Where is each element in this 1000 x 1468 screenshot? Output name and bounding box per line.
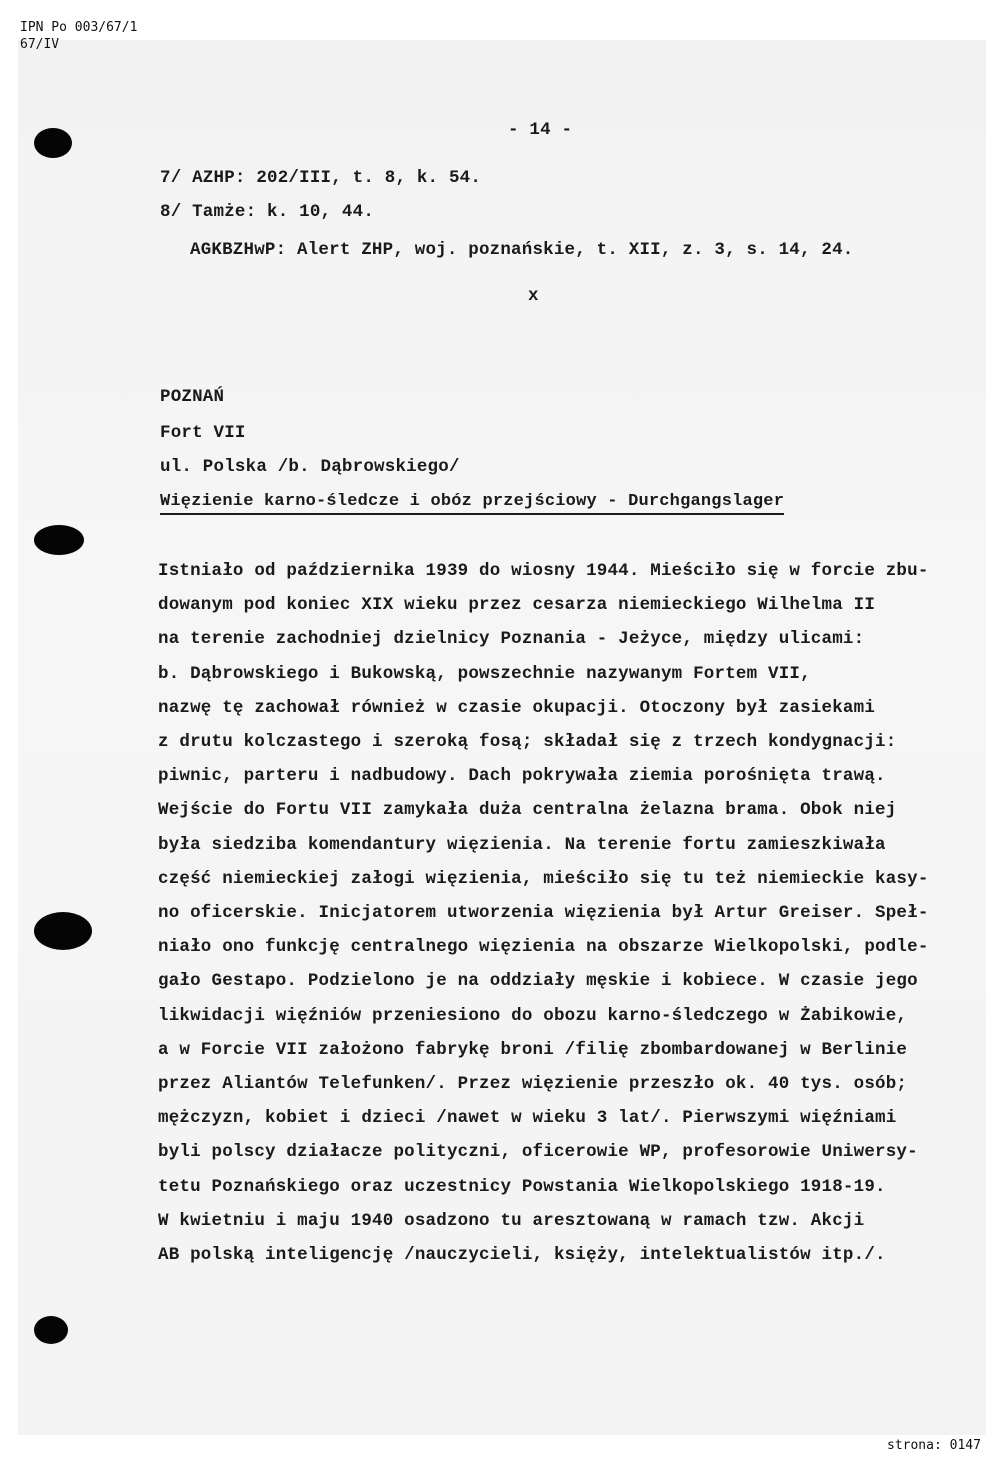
body-line: Istniało od października 1939 do wiosny 1944. Mieściło się w forcie zbu-: [158, 561, 929, 581]
punch-hole: [34, 912, 92, 950]
entry-street: ul. Polska /b. Dąbrowskiego/: [160, 457, 460, 477]
entry-place: Fort VII: [160, 423, 246, 443]
body-line: dowanym pod koniec XIX wieku przez cesarza niemieckiego Wilhelma II: [158, 595, 876, 616]
archive-signature-line1: IPN Po 003/67/1: [20, 20, 138, 35]
body-line: była siedziba komendantury więzienia. Na terenie fortu zamieszkiwała: [158, 834, 886, 855]
body-line: niało ono funkcję centralnego więzienia na obszarze Wielkopolski, podle-: [158, 937, 929, 958]
section-separator: x: [528, 286, 539, 306]
body-line: byli polscy działacze polityczni, oficerowie WP, profesorowie Uniwersy-: [158, 1142, 918, 1163]
body-line: tetu Poznańskiego oraz uczestnicy Powstania Wielkopolskiego 1918-19.: [158, 1176, 886, 1197]
body-line: a w Forcie VII założono fabrykę broni /filię zbombardowanej w Berlinie: [158, 1039, 908, 1060]
body-line: no oficerskie. Inicjatorem utworzenia więzienia był Artur Greiser. Speł-: [158, 903, 929, 923]
body-line: piwnic, parteru i nadbudowy. Dach pokrywała ziemia porośnięta trawą.: [158, 766, 886, 787]
body-line: gało Gestapo. Podzielono je na oddziały męskie i kobiece. W czasie jego: [158, 971, 918, 992]
footnote-8: 8/ Tamże: k. 10, 44.: [160, 202, 375, 222]
body-line: Wejście do Fortu VII zamykała duża centralna żelazna brama. Obok niej: [158, 800, 897, 821]
page-number: - 14 -: [508, 120, 573, 140]
body-line: część niemieckiej załogi więzienia, mieściło się tu też niemieckie kasy-: [158, 868, 929, 889]
body-line: AB polską inteligencję /nauczycieli, księży, intelektualistów itp./.: [158, 1245, 886, 1265]
body-line: likwidacji więźniów przeniesiono do obozu karno-śledczego w Żabikowie,: [158, 1005, 908, 1026]
archive-signature-line2: 67/IV: [20, 37, 60, 52]
footnote-7: 7/ AZHP: 202/III, t. 8, k. 54.: [160, 168, 482, 188]
entry-type: Więzienie karno-śledcze i obóz przejściowy - Durchgangslager: [160, 492, 784, 515]
body-line: mężczyzn, kobiet i dzieci /nawet w wieku 3 lat/. Pierwszymi więźniami: [158, 1108, 897, 1129]
punch-hole: [34, 525, 84, 555]
entry-city: POZNAŃ: [160, 387, 225, 407]
body-line: na terenie zachodniej dzielnicy Poznania - Jeżyce, między ulicami:: [158, 629, 865, 650]
punch-hole: [34, 1316, 68, 1344]
body-line: z drutu kolczastego i szeroką fosą; składał się z trzech kondygnacji:: [158, 732, 897, 752]
body-line: nazwę tę zachował również w czasie okupacji. Otoczony był zasiekami: [158, 697, 876, 718]
body-line: W kwietniu i maju 1940 osadzono tu aresztowaną w ramach tzw. Akcji: [158, 1210, 865, 1231]
footnote-8-continuation: AGKBZHwP: Alert ZHP, woj. poznańskie, t. XII, z. 3, s. 14, 24.: [190, 240, 854, 260]
punch-hole: [34, 128, 72, 158]
body-line: przez Aliantów Telefunken/. Przez więzienie przeszło ok. 40 tys. osób;: [158, 1074, 908, 1094]
page-stamp: strona: 0147: [887, 1438, 981, 1453]
body-line: b. Dąbrowskiego i Bukowską, powszechnie nazywanym Fortem VII,: [158, 663, 811, 684]
